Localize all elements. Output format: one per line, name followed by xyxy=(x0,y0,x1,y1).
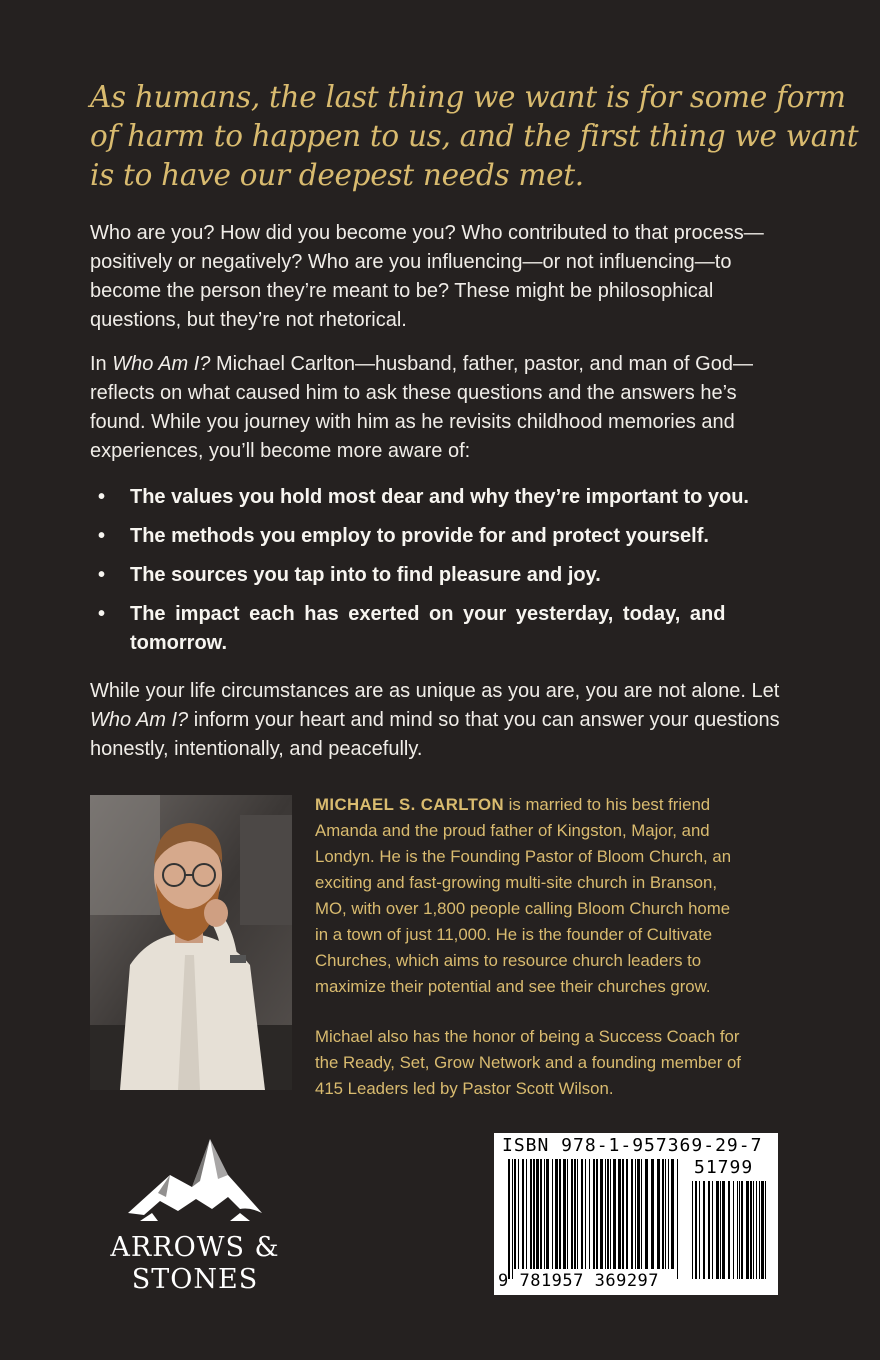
barcode-bar xyxy=(622,1159,624,1269)
barcode-bar xyxy=(668,1159,669,1269)
barcode-bar xyxy=(607,1159,609,1269)
text-line: found. While you journey with him as he revisits childhood memories and xyxy=(90,411,735,433)
text-fragment: inform your heart and mind so that you can answer your questions xyxy=(188,709,780,731)
barcode-bar xyxy=(536,1159,539,1269)
barcode-bar xyxy=(555,1159,558,1269)
text-line: maximize their potential and see their churches grow. xyxy=(315,977,711,996)
barcode-bar xyxy=(600,1159,603,1269)
text-line: reflects on what caused him to ask these questions and the answers he’s xyxy=(90,382,737,404)
barcode-bar xyxy=(540,1159,542,1269)
barcode-bar xyxy=(741,1181,743,1279)
list-item-text: • The impact each has exerted on your yesterday, today, and xyxy=(130,603,726,625)
text-line xyxy=(315,792,795,818)
barcode-bar xyxy=(585,1159,586,1269)
barcode-bar xyxy=(512,1159,513,1279)
text-line: experiences, you’ll become more aware of: xyxy=(90,440,471,462)
barcode-bar xyxy=(750,1181,752,1279)
barcode-bar xyxy=(530,1159,532,1269)
price-code: 51799 xyxy=(694,1157,754,1178)
barcode-bar xyxy=(739,1181,740,1279)
list-item xyxy=(90,522,790,551)
text-line xyxy=(90,350,790,379)
barcode-bar xyxy=(651,1159,654,1269)
barcode-bar xyxy=(692,1181,693,1279)
quote-line: As humans, the last thing we want is for some form xyxy=(90,80,846,114)
list-item-text: • The methods you employ to provide for and protect yourself. xyxy=(130,525,709,547)
barcode-bar xyxy=(567,1159,568,1269)
barcode-bar xyxy=(641,1159,642,1269)
barcode-bar xyxy=(559,1159,561,1269)
ean-number: 9 781957 369297 xyxy=(498,1271,660,1291)
list-item-text: • The values you hold most dear and why they’re important to you. xyxy=(130,486,749,508)
publisher-name xyxy=(100,1232,290,1296)
text-line: in a town of just 11,000. He is the founder of Cultivate xyxy=(315,925,713,944)
barcode-bar xyxy=(626,1159,628,1269)
barcode-bar xyxy=(526,1159,527,1269)
barcode-bar xyxy=(756,1181,757,1279)
barcode-bar xyxy=(593,1159,595,1269)
barcode-bar xyxy=(631,1159,633,1269)
barcode-bar xyxy=(695,1181,697,1279)
barcode-bar xyxy=(716,1181,719,1279)
text-line xyxy=(90,706,790,735)
publisher-line: STONES xyxy=(131,1264,259,1295)
author-name: MICHAEL S. CARLTON xyxy=(315,795,504,814)
barcode-bar xyxy=(761,1181,764,1279)
barcode-bar xyxy=(677,1159,678,1279)
text-line: Who are you? How did you become you? Who contributed to that process— xyxy=(90,222,764,244)
barcode-bar xyxy=(753,1181,754,1279)
barcode-bar xyxy=(728,1181,730,1279)
barcode-bar xyxy=(581,1159,583,1269)
barcode-bar xyxy=(662,1159,664,1269)
book-title: Who Am I? xyxy=(112,353,211,375)
barcode-bar xyxy=(699,1181,700,1279)
barcode-bar xyxy=(533,1159,535,1269)
barcode-bar xyxy=(737,1181,738,1279)
list-item xyxy=(90,561,790,590)
barcode-bar xyxy=(746,1181,749,1279)
barcode-bar xyxy=(708,1181,710,1279)
text-line: Londyn. He is the Founding Pastor of Bloom Church, an xyxy=(315,847,732,866)
barcode-bar xyxy=(574,1159,576,1269)
text-line: questions, but they’re not rhetorical. xyxy=(90,309,407,331)
benefits-list xyxy=(90,483,790,668)
intro-paragraph xyxy=(90,219,790,335)
text-line: become the person they’re meant to be? These might be philosophical xyxy=(90,280,714,302)
text-line: the Ready, Set, Grow Network and a founding member of xyxy=(315,1053,741,1072)
barcode-bar xyxy=(671,1159,674,1269)
text-line: exciting and fast-growing multi-site church in Branson, xyxy=(315,873,718,892)
barcode-bar xyxy=(518,1159,519,1269)
barcode-bar xyxy=(552,1159,553,1269)
text-fragment: is married to his best friend xyxy=(504,795,711,814)
barcode-bar xyxy=(546,1159,549,1269)
barcode-bar xyxy=(508,1159,510,1279)
list-item xyxy=(90,483,790,512)
text-line: Amanda and the proud father of Kingston, Major, and xyxy=(315,821,710,840)
author-photo xyxy=(90,795,292,1090)
publisher-line: ARROWS & xyxy=(110,1232,280,1263)
barcode-bar xyxy=(589,1159,590,1269)
text-line: Churches, which aims to resource church leaders to xyxy=(315,951,702,970)
barcode-bar xyxy=(759,1181,760,1279)
barcode-bar xyxy=(618,1159,621,1269)
isbn-barcode xyxy=(494,1133,778,1295)
barcode-bar xyxy=(605,1159,606,1269)
text-line: positively or negatively? Who are you influencing—or not influencing—to xyxy=(90,251,732,273)
text-fragment: Michael Carlton—husband, father, pastor, and man of God— xyxy=(210,353,753,375)
barcode-bar xyxy=(596,1159,598,1269)
barcode-bar xyxy=(712,1181,713,1279)
barcode-bar xyxy=(610,1159,611,1269)
barcode-bar xyxy=(613,1159,616,1269)
text-line: 415 Leaders led by Pastor Scott Wilson. xyxy=(315,1079,614,1098)
closing-paragraph xyxy=(90,677,790,764)
barcode-bar xyxy=(577,1159,578,1269)
author-bio xyxy=(315,792,795,1000)
barcode-bar xyxy=(657,1159,660,1269)
list-item-text: • The sources you tap into to find pleasure and joy. xyxy=(130,564,601,586)
barcode-bar xyxy=(720,1181,721,1279)
text-line: While your life circumstances are as unique as you are, you are not alone. Let xyxy=(90,680,780,702)
quote-line: is to have our deepest needs met. xyxy=(90,158,584,192)
text-line: MO, with over 1,800 people calling Bloom Church home xyxy=(315,899,731,918)
barcode-bar xyxy=(544,1159,545,1269)
barcode-bar xyxy=(665,1159,666,1269)
barcode-bar xyxy=(571,1159,573,1269)
text-line: Michael also has the honor of being a Success Coach for xyxy=(315,1027,740,1046)
list-item-text: tomorrow. xyxy=(130,632,228,654)
barcode-bar xyxy=(733,1181,734,1279)
barcode-bar xyxy=(645,1159,648,1269)
barcode-bar xyxy=(522,1159,524,1269)
barcode-bar xyxy=(722,1181,725,1279)
tagline-quote xyxy=(90,78,859,195)
author-bio-extra xyxy=(315,1024,795,1102)
barcode-bar xyxy=(514,1159,516,1269)
barcode-bar xyxy=(765,1181,766,1279)
barcode-bar xyxy=(703,1181,705,1279)
barcode-bar xyxy=(563,1159,566,1269)
mountain-icon xyxy=(100,1135,290,1235)
quote-line: of harm to happen to us, and the first thing we want xyxy=(90,119,859,153)
barcode-bar xyxy=(635,1159,636,1269)
barcode-bar xyxy=(637,1159,640,1269)
summary-paragraph xyxy=(90,350,790,466)
text-line: honestly, intentionally, and peacefully. xyxy=(90,738,423,760)
list-item xyxy=(90,600,790,658)
isbn-number: ISBN 978-1-957369-29-7 xyxy=(502,1135,763,1156)
book-title: Who Am I? xyxy=(90,709,189,731)
text-fragment: In xyxy=(90,353,113,375)
